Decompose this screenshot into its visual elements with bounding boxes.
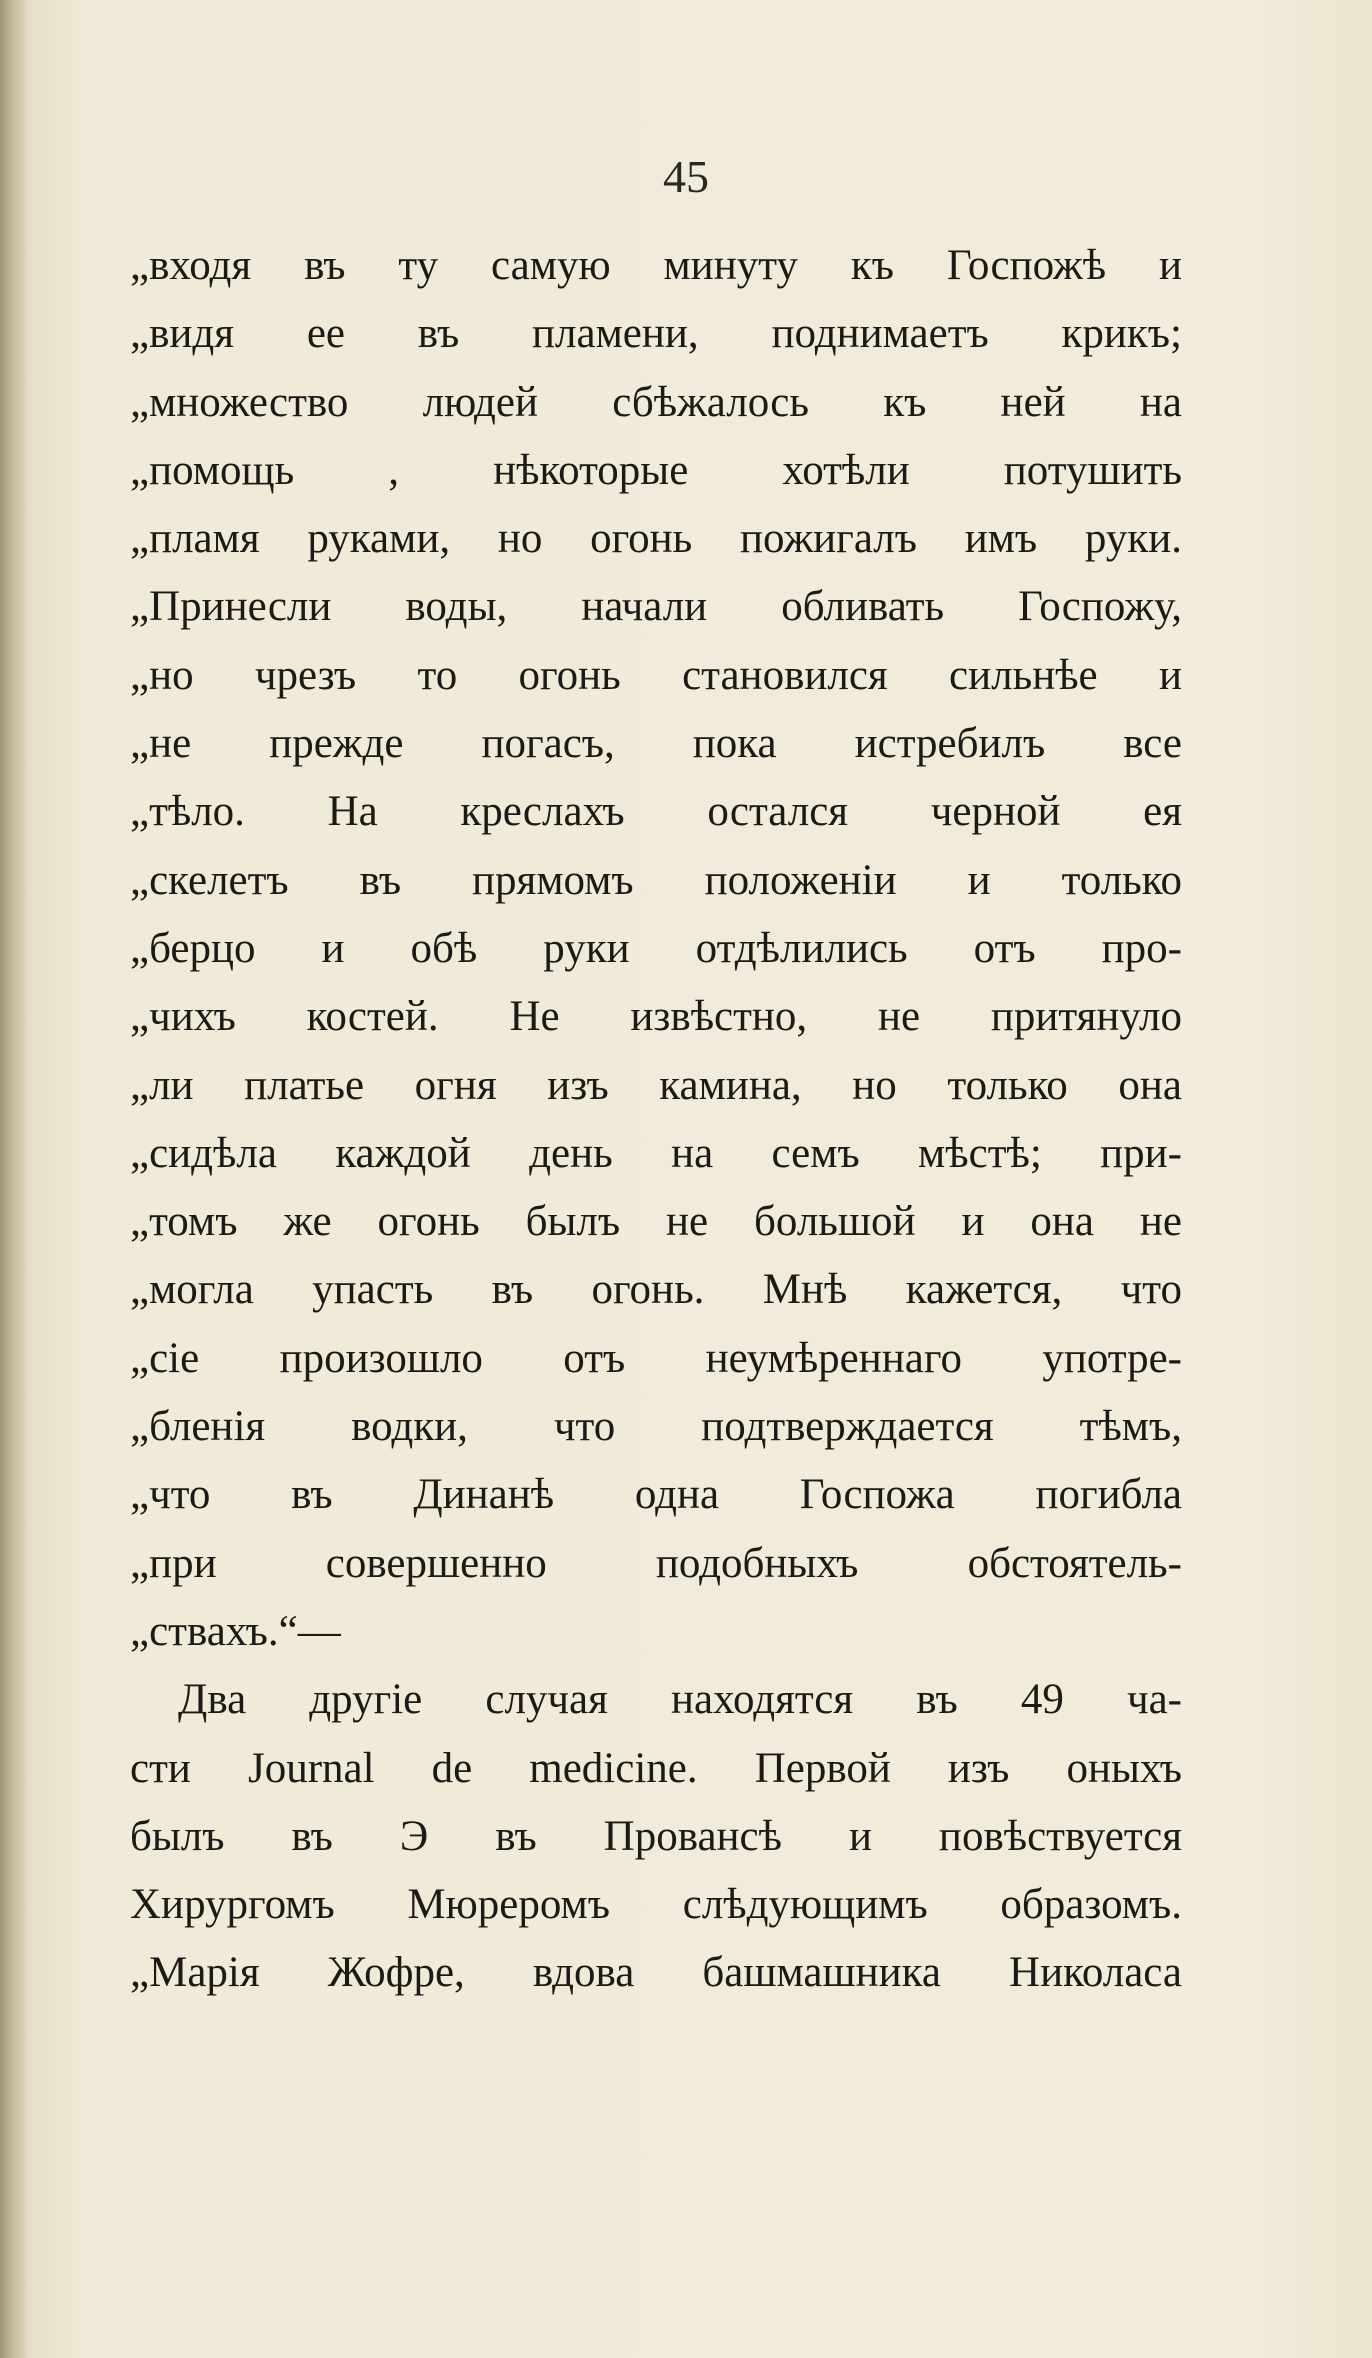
- text-line: „скелетъ въ прямомъ положенiи и только: [130, 856, 1182, 904]
- text-line: былъ въ Э въ Провансѣ и повѣствуется: [130, 1812, 1182, 1860]
- text-line: „берцо и обѣ руки отдѣлились отъ про-: [130, 924, 1182, 972]
- text-line: „Марiя Жофре, вдова башмашника Николаса: [130, 1949, 1182, 1997]
- page-text: [130, 232, 1182, 2008]
- text-line: „видя ее въ пламени, поднимаетъ крикъ;: [130, 310, 1182, 358]
- text-line: „тѣло. На креслахъ остался черной ея: [130, 788, 1182, 836]
- text-line: „томъ же огонь былъ не большой и она не: [130, 1198, 1182, 1246]
- text-line: „множество людей сбѣжалось къ ней на: [130, 378, 1182, 426]
- text-line: Два другiе случая находятся въ 49 ча-: [178, 1676, 1182, 1724]
- text-line: „но чрезъ то огонь становился сильнѣе и: [130, 651, 1182, 699]
- text-line: Хирургомъ Мюреромъ слѣдующимъ образомъ.: [130, 1881, 1182, 1929]
- text-line: „ствахъ.“—: [130, 1607, 341, 1655]
- text-line: „Принесли воды, начали обливать Госпожу,: [130, 583, 1182, 631]
- text-line: „ли платье огня изъ камина, но только она: [130, 1061, 1182, 1109]
- text-line: „пламя руками, но огонь пожигалъ имъ руки.: [130, 515, 1182, 563]
- text-line: „сидѣла каждой день на семъ мѣстѣ; при-: [130, 1129, 1182, 1177]
- text-line: „могла упасть въ огонь. Мнѣ кажется, что: [130, 1266, 1182, 1314]
- text-line: „не прежде погасъ, пока истребилъ все: [130, 720, 1182, 768]
- page-number: 45: [663, 151, 709, 202]
- text-line: сти Journal de medicine. Первой изъ оныхъ: [130, 1744, 1182, 1792]
- text-line: „бленiя водки, что подтверждается тѣмъ,: [130, 1403, 1182, 1451]
- text-line: „при совершенно подобныхъ обстоятель-: [130, 1539, 1182, 1587]
- text-line: „помощь , нѣкоторые хотѣли потушить: [130, 446, 1182, 494]
- text-line: „чихъ костей. Не извѣстно, не притянуло: [130, 993, 1182, 1041]
- text-line: „что въ Динанѣ одна Госпожа погибла: [130, 1471, 1182, 1519]
- text-line: „входя въ ту самую минуту къ Госпожѣ и: [130, 242, 1182, 289]
- spine-shadow: [0, 0, 28, 2358]
- text-line: „сiе произошло отъ неумѣреннаго употре-: [130, 1334, 1182, 1382]
